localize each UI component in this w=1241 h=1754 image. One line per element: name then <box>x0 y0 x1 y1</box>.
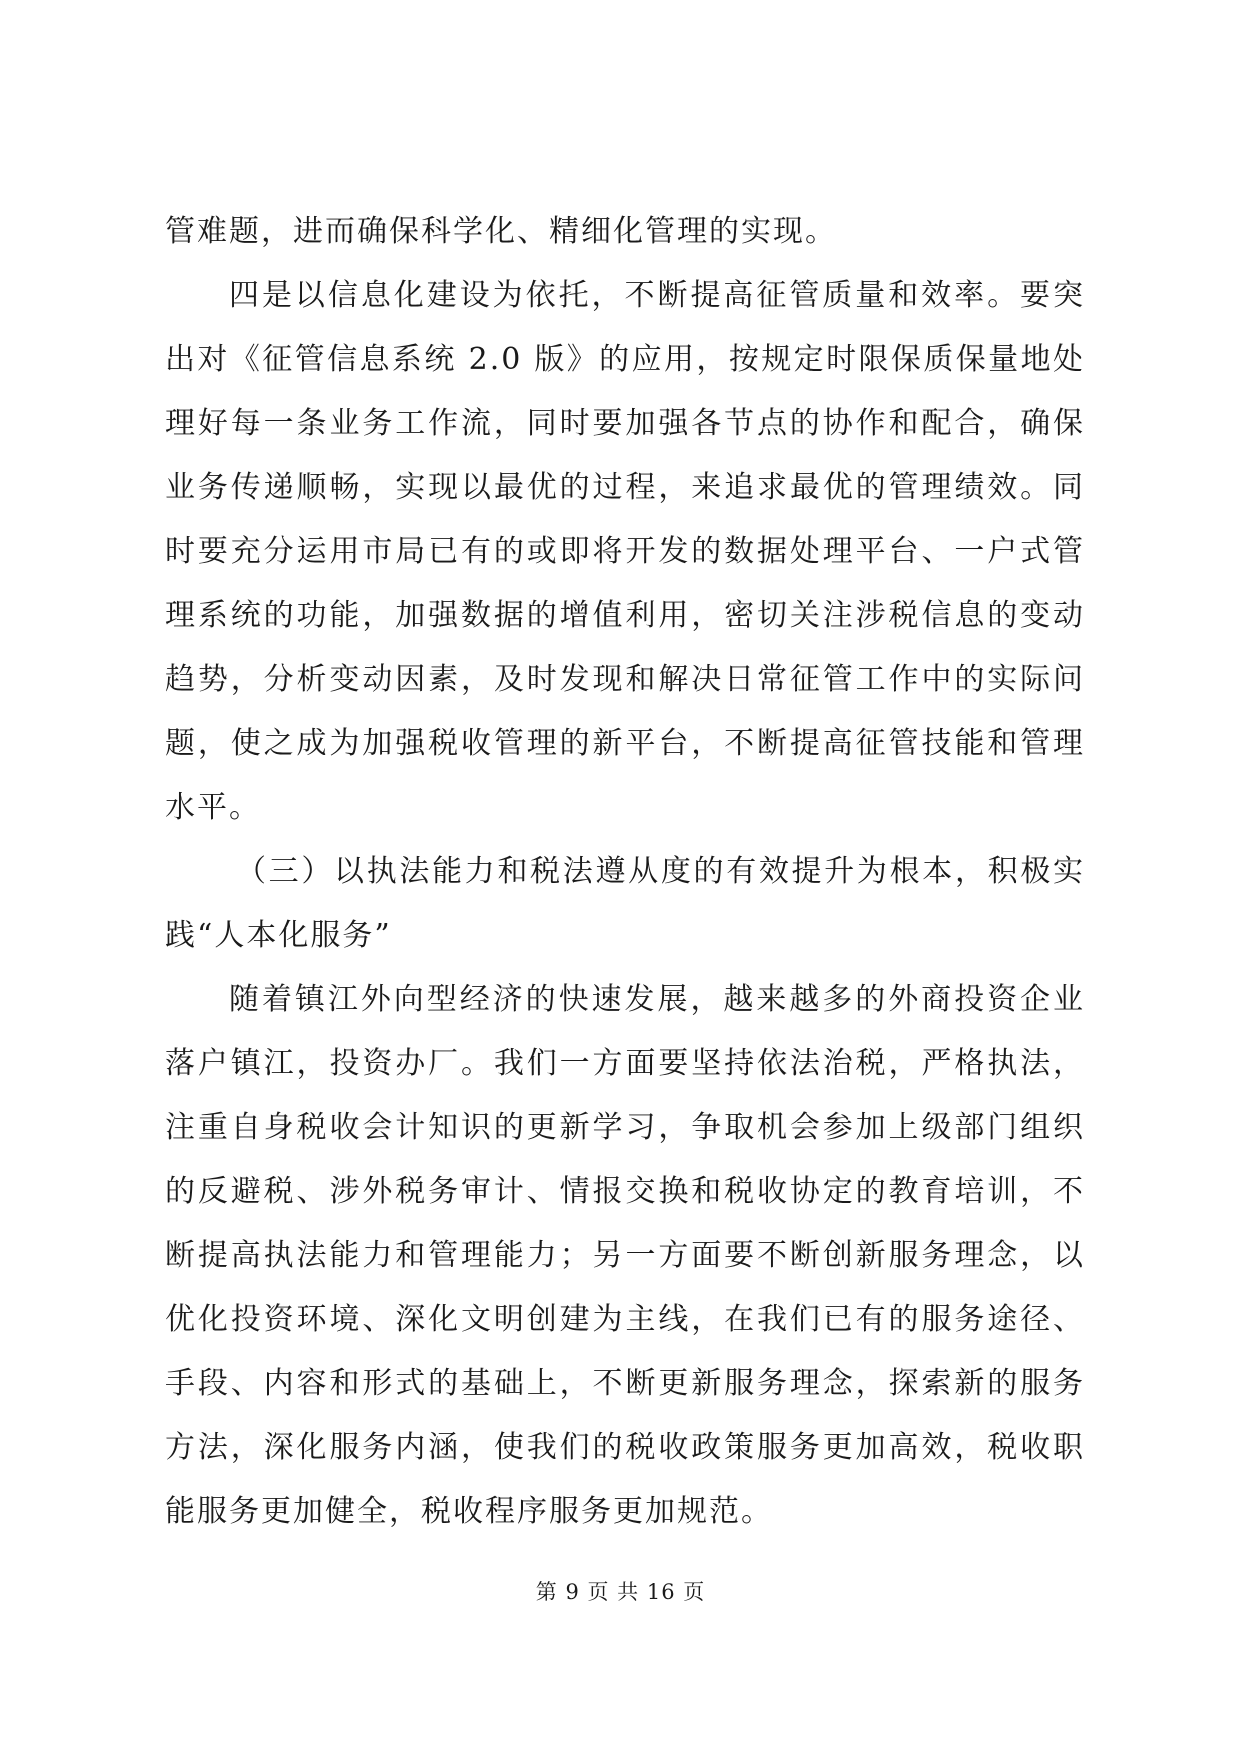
page-number-footer: 第 9 页 共 16 页 <box>535 1580 706 1604</box>
body-line-17: 手段、内容和形式的基础上，不断更新服务理念，探索新的服务 <box>165 1366 1085 1401</box>
body-line-8: 趋势，分析变动因素，及时发现和解决日常征管工作中的实际问 <box>165 662 1085 697</box>
body-line-1: 管难题，进而确保科学化、精细化管理的实现。 <box>165 214 837 249</box>
body-line-16: 优化投资环境、深化文明创建为主线，在我们已有的服务途径、 <box>165 1302 1085 1337</box>
body-line-6: 时要充分运用市局已有的或即将开发的数据处理平台、一户式管 <box>165 534 1085 569</box>
body-line-18: 方法，深化服务内涵，使我们的税收政策服务更加高效，税收职 <box>165 1430 1085 1465</box>
body-line-15: 断提高执法能力和管理能力；另一方面要不断创新服务理念，以 <box>165 1238 1085 1273</box>
body-line-4: 理好每一条业务工作流，同时要加强各节点的协作和配合，确保 <box>165 406 1085 441</box>
body-line-2: 四是以信息化建设为依托，不断提高征管质量和效率。要突 <box>229 278 1085 313</box>
body-line-3: 出对《征管信息系统 2.0 版》的应用，按规定时限保质保量地处 <box>165 342 1085 377</box>
section-heading-line-1: （三）以执法能力和税法遵从度的有效提升为根本，积极实 <box>236 854 1085 889</box>
body-line-7: 理系统的功能，加强数据的增值利用，密切关注涉税信息的变动 <box>165 598 1085 633</box>
body-line-12: 落户镇江，投资办厂。我们一方面要坚持依法治税，严格执法， <box>165 1046 1085 1081</box>
body-line-10: 水平。 <box>165 790 261 825</box>
body-line-19: 能服务更加健全，税收程序服务更加规范。 <box>165 1494 773 1529</box>
body-line-9: 题，使之成为加强税收管理的新平台，不断提高征管技能和管理 <box>165 726 1085 761</box>
body-line-14: 的反避税、涉外税务审计、情报交换和税收协定的教育培训，不 <box>165 1174 1085 1209</box>
body-line-11: 随着镇江外向型经济的快速发展，越来越多的外商投资企业 <box>229 982 1085 1017</box>
section-heading-line-2: 践“人本化服务” <box>165 918 392 953</box>
body-line-13: 注重自身税收会计知识的更新学习，争取机会参加上级部门组织 <box>165 1110 1085 1145</box>
body-line-5: 业务传递顺畅，实现以最优的过程，来追求最优的管理绩效。同 <box>165 470 1085 505</box>
